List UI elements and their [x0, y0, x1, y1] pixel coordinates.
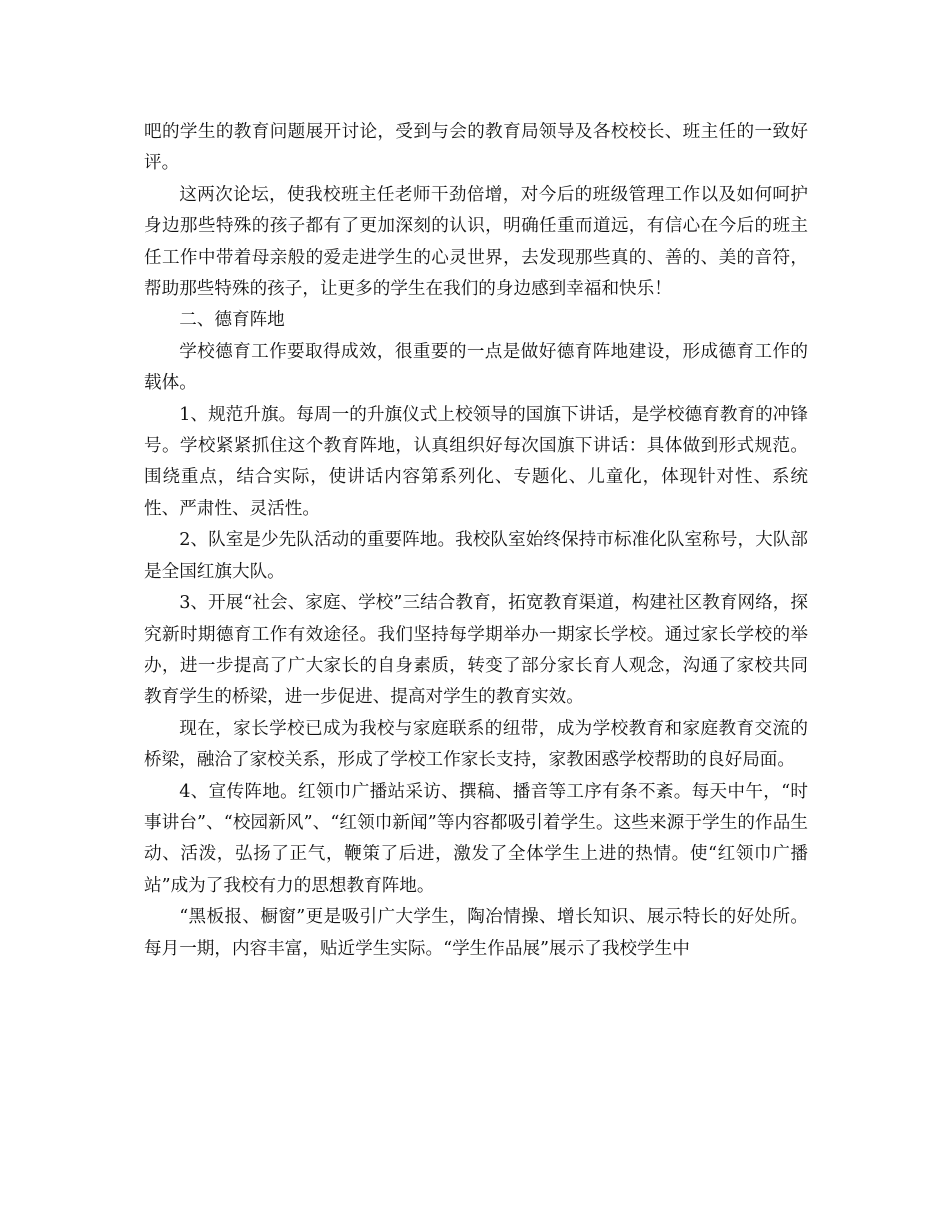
paragraph: 这两次论坛，使我校班主任老师干劲倍增，对今后的班级管理工作以及如何呵护身边那些特殊的孩子都有了更加深刻的认识，明确任重而道远，有信心在今后的班主任工作中带着母亲般的爱走进学生的心灵世界，去发现那些真的、善的、美的音符，帮助那些特殊的孩子，让更多的学生在我们的身边感到幸福和快乐！ [144, 184, 808, 300]
paragraph: 3、开展“社会、家庭、学校”三结合教育，拓宽教育渠道，构建社区教育网络，探究新时期德育工作有效途径。我们坚持每学期举办一期家长学校。通过家长学校的举办，进一步提高了广大家长的自身素质，转变了部分家长育人观念，沟通了家校共同教育学生的桥梁，进一步促进、提高对学生的教育实效。 [144, 593, 808, 708]
paragraph: 4、宣传阵地。红领巾广播站采访、撰稿、播音等工序有条不紊。每天中午，“时事讲台”、“校园新风”、“红领巾新闻”等内容都吸引着学生。这些来源于学生的作品生动、活泼，弘扬了正气，鞭策了后进，激发了全体学生上进的热情。使“红领巾广播站”成为了我校有力的思想教育阵地。 [144, 781, 808, 896]
paragraph: 吧的学生的教育问题展开讨论，受到与会的教育局领导及各校校长、班主任的一致好评。 [144, 122, 808, 174]
paragraph: 1、规范升旗。每周一的升旗仪式上校领导的国旗下讲话，是学校德育教育的冲锋号。学校紧紧抓住这个教育阵地，认真组织好每次国旗下讲话：具体做到形式规范。围绕重点，结合实际，使讲话内容第系列化、专题化、儿童化，体现针对性、系统性、严肃性、灵活性。 [144, 404, 808, 519]
paragraph: 2、队室是少先队活动的重要阵地。我校队室始终保持市标准化队室称号，大队部是全国红旗大队。 [144, 530, 808, 582]
paragraph: 现在，家长学校已成为我校与家庭联系的纽带，成为学校教育和家庭教育交流的桥梁，融洽了家校关系，形成了学校工作家长支持，家教困惑学校帮助的良好局面。 [144, 718, 808, 771]
section-heading: 二、德育阵地 [179, 310, 285, 331]
document-body [144, 117, 808, 965]
paragraph: “黑板报、橱窗”更是吸引广大学生，陶冶情操、增长知识、展示特长的好处所。每月一期，内容丰富，贴近学生实际。“学生作品展”展示了我校学生中 [144, 907, 808, 959]
paragraph: 学校德育工作要取得成效，很重要的一点是做好德育阵地建设，形成德育工作的载体。 [144, 341, 808, 394]
